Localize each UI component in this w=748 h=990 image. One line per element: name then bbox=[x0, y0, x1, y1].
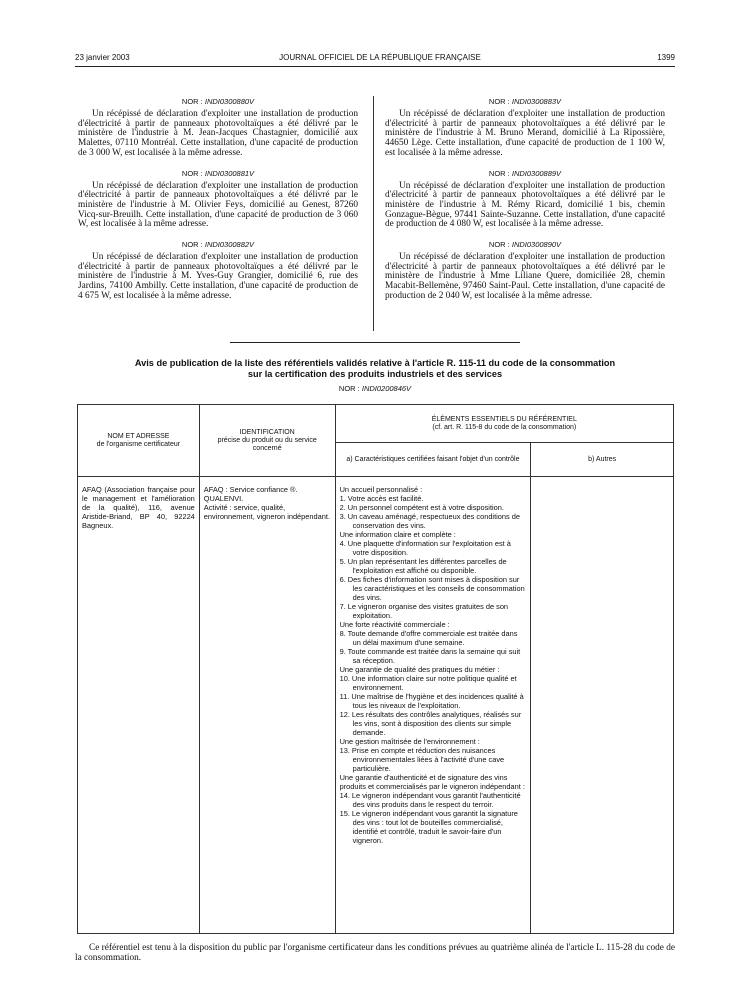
criteria-section-title: Un accueil personnalisé : bbox=[339, 485, 423, 494]
nor-reference bbox=[78, 97, 358, 106]
nor-label: NOR : bbox=[181, 97, 203, 106]
criteria-item: 13. Prise en compte et réduction des nuisances environnementales liées à l'activité d'une cave particulière. bbox=[339, 746, 505, 773]
product-cell bbox=[199, 477, 335, 934]
right-column bbox=[385, 97, 665, 312]
nor-code: INDI0300881V bbox=[204, 168, 255, 178]
nor-code: INDI0300883V bbox=[511, 97, 562, 106]
nor-label: NOR : bbox=[488, 240, 510, 250]
nor-code: INDI0300882V bbox=[204, 240, 255, 250]
criteria-item: 1. Votre accès est facilité. bbox=[339, 494, 424, 503]
criteria-section-title: Une information claire et complète : bbox=[339, 530, 456, 539]
criteria-section-title: Une forte réactivité commerciale : bbox=[339, 620, 450, 629]
criteria-item: 8. Toute demande d'offre commerciale est traitée dans un délai maximum d'une semaine. bbox=[339, 629, 518, 647]
col2-sub: précise du produit ou du service concerné bbox=[217, 436, 317, 452]
avis-title-line1: Avis de publication de la liste des référentiels validés relative à l'article R. 115-11 du code de la consommation bbox=[134, 358, 616, 368]
product-activity: Activité : service, qualité, environnement, vigneron indépendant. bbox=[203, 503, 330, 521]
nor-code: INDI0300889V bbox=[511, 168, 562, 178]
criteria-item: 15. Le vigneron indépendant vous garantit la signature des vins : tout lot de bouteilles commercialisé, identifié et contrôlé, traduit le savoir-faire d'un vigneron. bbox=[339, 809, 518, 845]
avis-nor-code: INDI0200846V bbox=[361, 384, 412, 393]
criteria-item: 10. Une information claire sur notre politique qualité et environnement. bbox=[339, 674, 517, 692]
criteria-section-title: Une garantie d'authenticité et de signature des vins produits et commercialisés par le vigneron indépendant : bbox=[339, 773, 525, 791]
header-elements bbox=[335, 405, 673, 443]
nor-code: INDI0300880V bbox=[204, 97, 255, 106]
criteria-item: 14. Le vigneron indépendant vous garantit l'authenticité des vins produits dans le respect du terroir. bbox=[339, 791, 521, 809]
nor-code: INDI0300890V bbox=[511, 240, 562, 250]
header-identification bbox=[199, 405, 335, 477]
criteria-cell bbox=[335, 477, 531, 934]
header-page-number: 1399 bbox=[657, 53, 675, 62]
header-journal-title: JOURNAL OFFICIEL DE LA RÉPUBLIQUE FRANÇAISE bbox=[279, 53, 481, 62]
nor-reference bbox=[78, 240, 358, 249]
header-org bbox=[78, 405, 200, 477]
header-rule bbox=[75, 66, 675, 67]
col1-header: NOM ET ADRESSE bbox=[107, 432, 170, 440]
criteria-item: 2. Un personnel compétent est à votre disposition. bbox=[339, 503, 504, 512]
nor-reference bbox=[385, 97, 665, 106]
left-column bbox=[78, 97, 358, 312]
avis-title-line2: sur la certification des produits industriels et des services bbox=[247, 369, 503, 379]
notice-paragraph: Un récépissé de déclaration d'exploiter une installation de production d'électricité à partir de panneaux photovoltaïques a été délivré par le ministère de l'industrie à Mme Liliane Quere, domiciliée 28, chemin Macabit-Bellemène, 97460 Saint-Paul. Cette installation, d'une capacité de production de 2 040 W, est localisée à la même adresse. bbox=[385, 252, 665, 301]
nor-reference bbox=[78, 169, 358, 178]
product-name: AFAQ : Service confiance ®. QUALENVI. bbox=[203, 485, 298, 503]
column-divider bbox=[373, 96, 374, 331]
nor-reference bbox=[385, 169, 665, 178]
org-cell: AFAQ (Association française pour le management et l'amélioration de la qualité), 116, avenue Aristide-Briand, BP 40, 92224 Bagneux. bbox=[78, 477, 200, 934]
criteria-item: 4. Une plaquette d'information sur l'exploitation est à votre disposition. bbox=[339, 539, 511, 557]
avis-nor bbox=[75, 384, 675, 393]
nor-label: NOR : bbox=[488, 97, 510, 106]
footer-note: Ce référentiel est tenu à la disposition du public par l'organisme certificateur dans les conditions prévues au quatrième alinéa de l'article L. 115-28 du code de la consommation. bbox=[75, 943, 675, 963]
autres-cell bbox=[531, 477, 674, 934]
criteria-item: 3. Un caveau aménagé, respectueux des conditions de conservation des vins. bbox=[339, 512, 520, 530]
nor-label: NOR : bbox=[181, 240, 203, 250]
nor-label: NOR : bbox=[488, 168, 510, 178]
avis-nor-label: NOR : bbox=[338, 384, 360, 393]
col3-header: ÉLÉMENTS ESSENTIELS DU RÉFÉRENTIEL bbox=[431, 415, 577, 423]
col3-sub: (cf. art. R. 115-8 du code de la consommation) bbox=[432, 423, 577, 431]
criteria-item: 7. Le vigneron organise des visites gratuites de son exploitation. bbox=[339, 602, 509, 620]
notice-paragraph: Un récépissé de déclaration d'exploiter une installation de production d'électricité à partir de panneaux photovoltaïques a été délivré par le ministère de l'industrie à M. Yves-Guy Grangier, domicilié 6, rue des Jardins, 74100 Ambilly. Cette installation, d'une capacité de production de 4 675 W, est localisée à la même adresse. bbox=[78, 252, 358, 301]
col1-sub: de l'organisme certificateur bbox=[96, 440, 181, 448]
criteria-section-title: Une garantie de qualité des pratiques du métier : bbox=[339, 665, 500, 674]
notice-paragraph: Un récépissé de déclaration d'exploiter une installation de production d'électricité à partir de panneaux photovoltaïques a été délivré par le ministère de l'industrie à M. Olivier Feys, domicilié au Genest, 87260 Vicq-sur-Breuilh. Cette installation, d'une capacité de production de 3 060 W, est localisée à la même adresse. bbox=[78, 180, 358, 230]
col3b-header: b) Autres bbox=[531, 443, 674, 477]
referentiel-table bbox=[77, 404, 674, 934]
nor-label: NOR : bbox=[181, 168, 203, 178]
nor-reference bbox=[385, 240, 665, 249]
col2-header: IDENTIFICATION bbox=[239, 428, 295, 436]
criteria-item: 9. Toute commande est traitée dans la semaine qui suit sa réception. bbox=[339, 647, 521, 665]
criteria-section-title: Une gestion maîtrisée de l'environnement : bbox=[339, 737, 480, 746]
section-rule bbox=[230, 342, 520, 343]
notice-paragraph: Un récépissé de déclaration d'exploiter une installation de production d'électricité à partir de panneaux photovoltaïques a été délivré par le ministère de l'industrie à M. Jean-Jacques Chastagnier, domicilié aux Malettes, 07110 Montréal. Cette installation, d'une capacité de production de 3 000 W, est localisée à la même adresse. bbox=[78, 109, 358, 158]
criteria-item: 6. Des fiches d'information sont mises à disposition sur les caractéristiques et les conseils de consommation des vins. bbox=[339, 575, 525, 602]
criteria-item: 11. Une maîtrise de l'hygiène et des incidences qualité à tous les niveaux de l'exploitation. bbox=[339, 692, 524, 710]
notice-paragraph: Un récépissé de déclaration d'exploiter une installation de production d'électricité à partir de panneaux photovoltaïques a été délivré par le ministère de l'industrie à M. Bruno Merand, domicilié à La Ripossière, 44650 Lège. Cette installation, d'une capacité de production de 1 100 W, est localisée à la même adresse. bbox=[385, 109, 665, 158]
notice-paragraph: Un récépissé de déclaration d'exploiter une installation de production d'électricité à partir de panneaux photovoltaïques a été délivré par le ministère de l'industrie à M. Rémy Ricard, domicilié 1 bis, chemin Gonzague-Bègue, 97441 Sainte-Suzanne. Cette installation, d'une capacité de production de 4 080 W, est localisée à la même adresse. bbox=[385, 180, 665, 230]
criteria-item: 5. Un plan représentant les différentes parcelles de l'exploitation est affiché ou disponible. bbox=[339, 557, 507, 575]
col3a-header: a) Caractéristiques certifiées faisant l'objet d'un contrôle bbox=[335, 443, 531, 477]
header-date: 23 janvier 2003 bbox=[75, 53, 130, 62]
criteria-item: 12. Les résultats des contrôles analytiques, réalisés sur les vins, sont à disposition des clients sur simple demande. bbox=[339, 710, 522, 737]
